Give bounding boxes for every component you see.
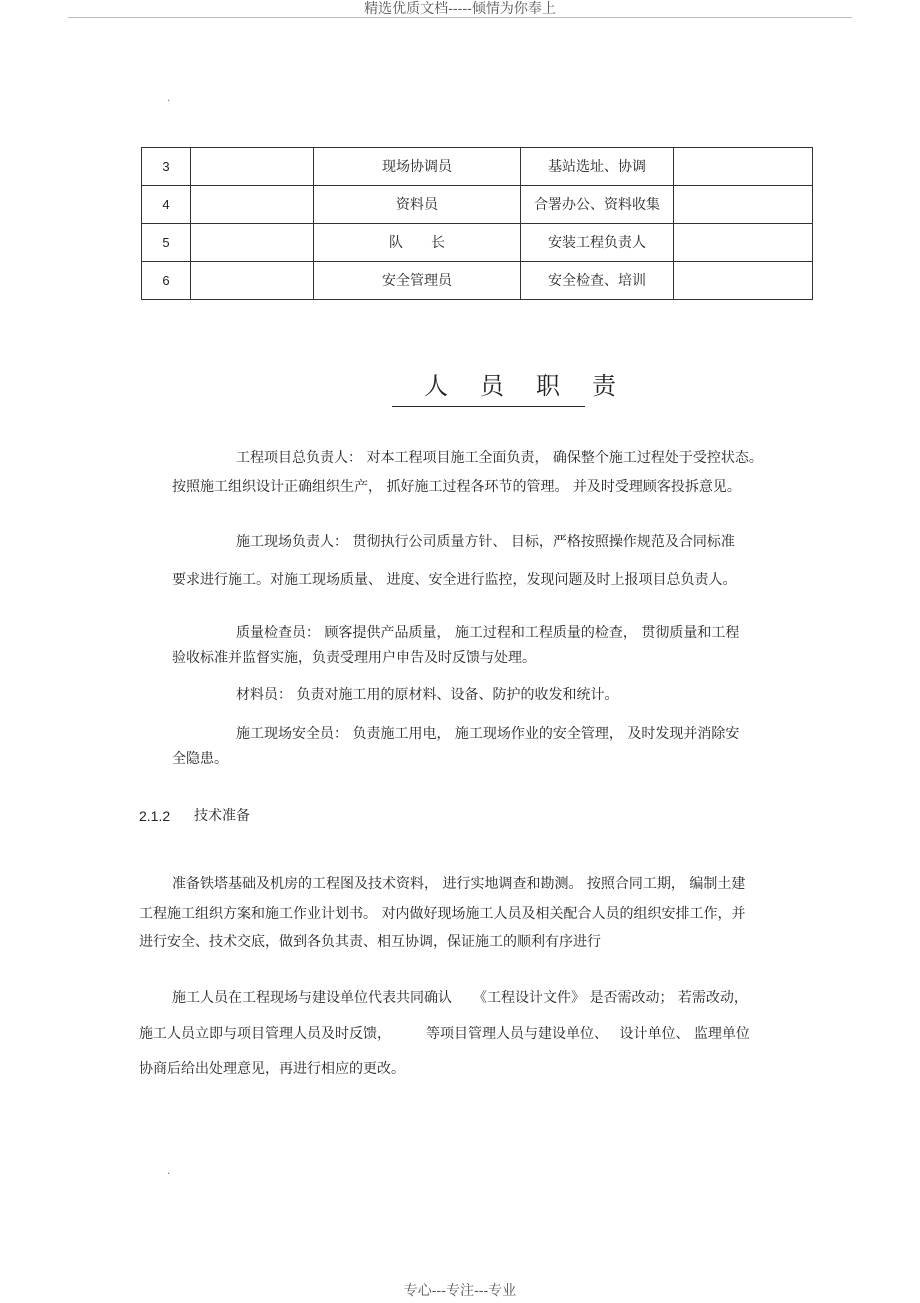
row-number: 4	[142, 186, 191, 224]
row-number: 6	[142, 262, 191, 300]
row-role: 队 长	[314, 224, 521, 262]
page-mark-bottom: .	[167, 1166, 171, 1177]
row-number: 5	[142, 224, 191, 262]
section-title: 人员职责	[392, 370, 585, 407]
row-note	[674, 186, 813, 224]
duty-quality-inspector-line1: 质量检查员： 顾客提供产品质量， 施工过程和工程质量的检查， 贯彻质量和工程	[236, 625, 740, 641]
page-footer: 专心---专注---专业	[403, 1283, 517, 1299]
row-duty: 基站选址、协调	[521, 148, 674, 186]
row-name	[191, 186, 314, 224]
section-heading: 技术准备	[194, 808, 250, 824]
duty-quality-inspector-line2: 验收标准并监督实施，负责受理用户申告及时反馈与处理。	[172, 650, 536, 666]
row-name	[191, 224, 314, 262]
table-row	[142, 186, 813, 224]
table-row	[142, 148, 813, 186]
staff-table	[141, 147, 813, 300]
duty-general-manager-line1: 工程项目总负责人： 对本工程项目施工全面负责， 确保整个施工过程处于受控状态。	[236, 450, 763, 466]
row-role: 现场协调员	[314, 148, 521, 186]
row-duty: 合署办公、资料收集	[521, 186, 674, 224]
row-duty: 安装工程负责人	[521, 224, 674, 262]
row-name	[191, 148, 314, 186]
section-number: 2.1.2	[139, 808, 171, 824]
table-row	[142, 224, 813, 262]
page-mark-top: .	[167, 93, 171, 104]
row-note	[674, 262, 813, 300]
row-role: 安全管理员	[314, 262, 521, 300]
table-row	[142, 262, 813, 300]
row-name	[191, 262, 314, 300]
row-number: 3	[142, 148, 191, 186]
tech-prep-para2-line2: 施工人员立即与项目管理人员及时反馈， 等项目管理人员与建设单位、 设计单位、 监理单位	[139, 1026, 750, 1042]
tech-prep-para2-line3: 协商后给出处理意见，再进行相应的更改。	[139, 1061, 405, 1077]
header-divider	[68, 17, 852, 18]
duty-safety-officer-line1: 施工现场安全员： 负责施工用电， 施工现场作业的安全管理， 及时发现并消除安	[236, 726, 740, 742]
page-header: 精选优质文档-----倾情为你奉上	[364, 1, 556, 17]
row-duty: 安全检查、培训	[521, 262, 674, 300]
tech-prep-para1-line1: 准备铁塔基础及机房的工程图及技术资料， 进行实地调查和勘测。 按照合同工期， 编制土建	[172, 876, 746, 892]
row-note	[674, 224, 813, 262]
row-note	[674, 148, 813, 186]
duty-general-manager-line2: 按照施工组织设计正确组织生产， 抓好施工过程各环节的管理。 并及时受理顾客投拆意见。	[172, 479, 741, 495]
duty-site-manager-line1: 施工现场负责人： 贯彻执行公司质量方针、 目标，严格按照操作规范及合同标准	[236, 534, 735, 550]
tech-prep-para1-line3: 进行安全、技术交底，做到各负其责、相互协调，保证施工的顺利有序进行	[139, 934, 601, 950]
tech-prep-para1-line2: 工程施工组织方案和施工作业计划书。 对内做好现场施工人员及相关配合人员的组织安排工作，并	[139, 906, 746, 922]
duty-material-clerk-line1: 材料员： 负责对施工用的原材料、设备、防护的收发和统计。	[236, 687, 619, 703]
duty-site-manager-line2: 要求进行施工。对施工现场质量、 进度、安全进行监控，发现问题及时上报项目总负责人。	[172, 572, 737, 588]
duty-safety-officer-line2: 全隐患。	[172, 751, 228, 767]
tech-prep-para2-line1: 施工人员在工程现场与建设单位代表共同确认 《工程设计文件》 是否需改动； 若需改动，	[172, 990, 748, 1006]
row-role: 资料员	[314, 186, 521, 224]
